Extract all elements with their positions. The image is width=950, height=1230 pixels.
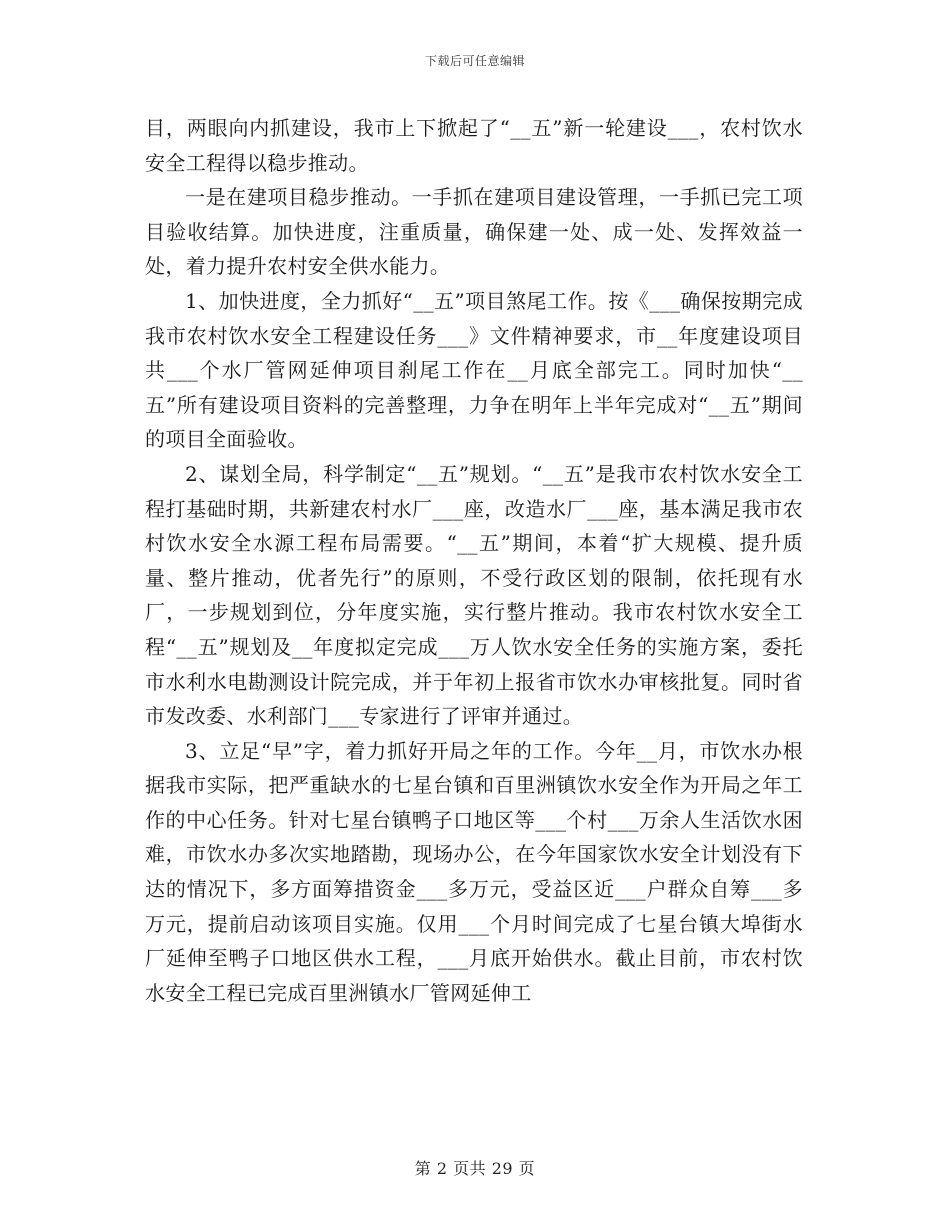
document-body [145,111,803,1010]
paragraph-projects-intro: 一是在建项目稳步推动。一手抓在建项目建设管理，一手抓已完工项目验收结算。加快进度，注重质量，确保建一处、成一处、发挥效益一处，着力提升农村安全供水能力。 [145,185,803,279]
paragraph-item-1: 1、加快进度，全力抓好“__五”项目煞尾工作。按《___确保按期完成我市农村饮水安全工程建设任务___》文件精神要求，市__年度建设项目共___个水厂管网延伸项目刹尾工作在__月底全部完工。同时加快“__五”所有建设项目资料的完善整理，力争在明年上半年完成对“__五”期间的项目全面验收。 [145,288,803,452]
page-footer: 第 2 页共 29 页 [414,1159,536,1178]
page-header: 下载后可任意编辑 [424,54,525,68]
paragraph-item-2: 2、谋划全局，科学制定“__五”规划。“__五”是我市农村饮水安全工程打基础时期，共新建农村水厂___座，改造水厂___座，基本满足我市农村饮水安全水源工程布局需要。“__五”期间，本着“扩大规模、提升质量、整片推动，优者先行”的原则，不受行政区划的限制，依托现有水厂，一步规划到位，分年度实施，实行整片推动。我市农村饮水安全工程“__五”规划及__年度拟定完成___万人饮水安全任务的实施方案，委托市水利水电勘测设计院完成，并于年初上报省市饮水办审核批复。同时省市发改委、水利部门___专家进行了评审并通过。 [145,461,803,729]
paragraph-continuation: 目，两眼向内抓建设，我市上下掀起了“__五”新一轮建设___，农村饮水安全工程得以稳步推动。 [145,116,803,175]
paragraph-item-3: 3、立足“早”字，着力抓好开局之年的工作。今年__月，市饮水办根据我市实际，把严重缺水的七星台镇和百里洲镇饮水安全作为开局之年工作的中心任务。针对七星台镇鸭子口地区等___个村___万余人生活饮水困难，市饮水办多次实地踏勘，现场办公，在今年国家饮水安全计划没有下达的情况下，多方面筹措资金___多万元，受益区近___户群众自筹___多万元，提前启动该项目实施。仅用___个月时间完成了七星台镇大埠街水厂延伸至鸭子口地区供水工程，___月底开始供水。截止目前，市农村饮水安全工程已完成百里洲镇水厂管网延伸工 [145,738,803,1005]
